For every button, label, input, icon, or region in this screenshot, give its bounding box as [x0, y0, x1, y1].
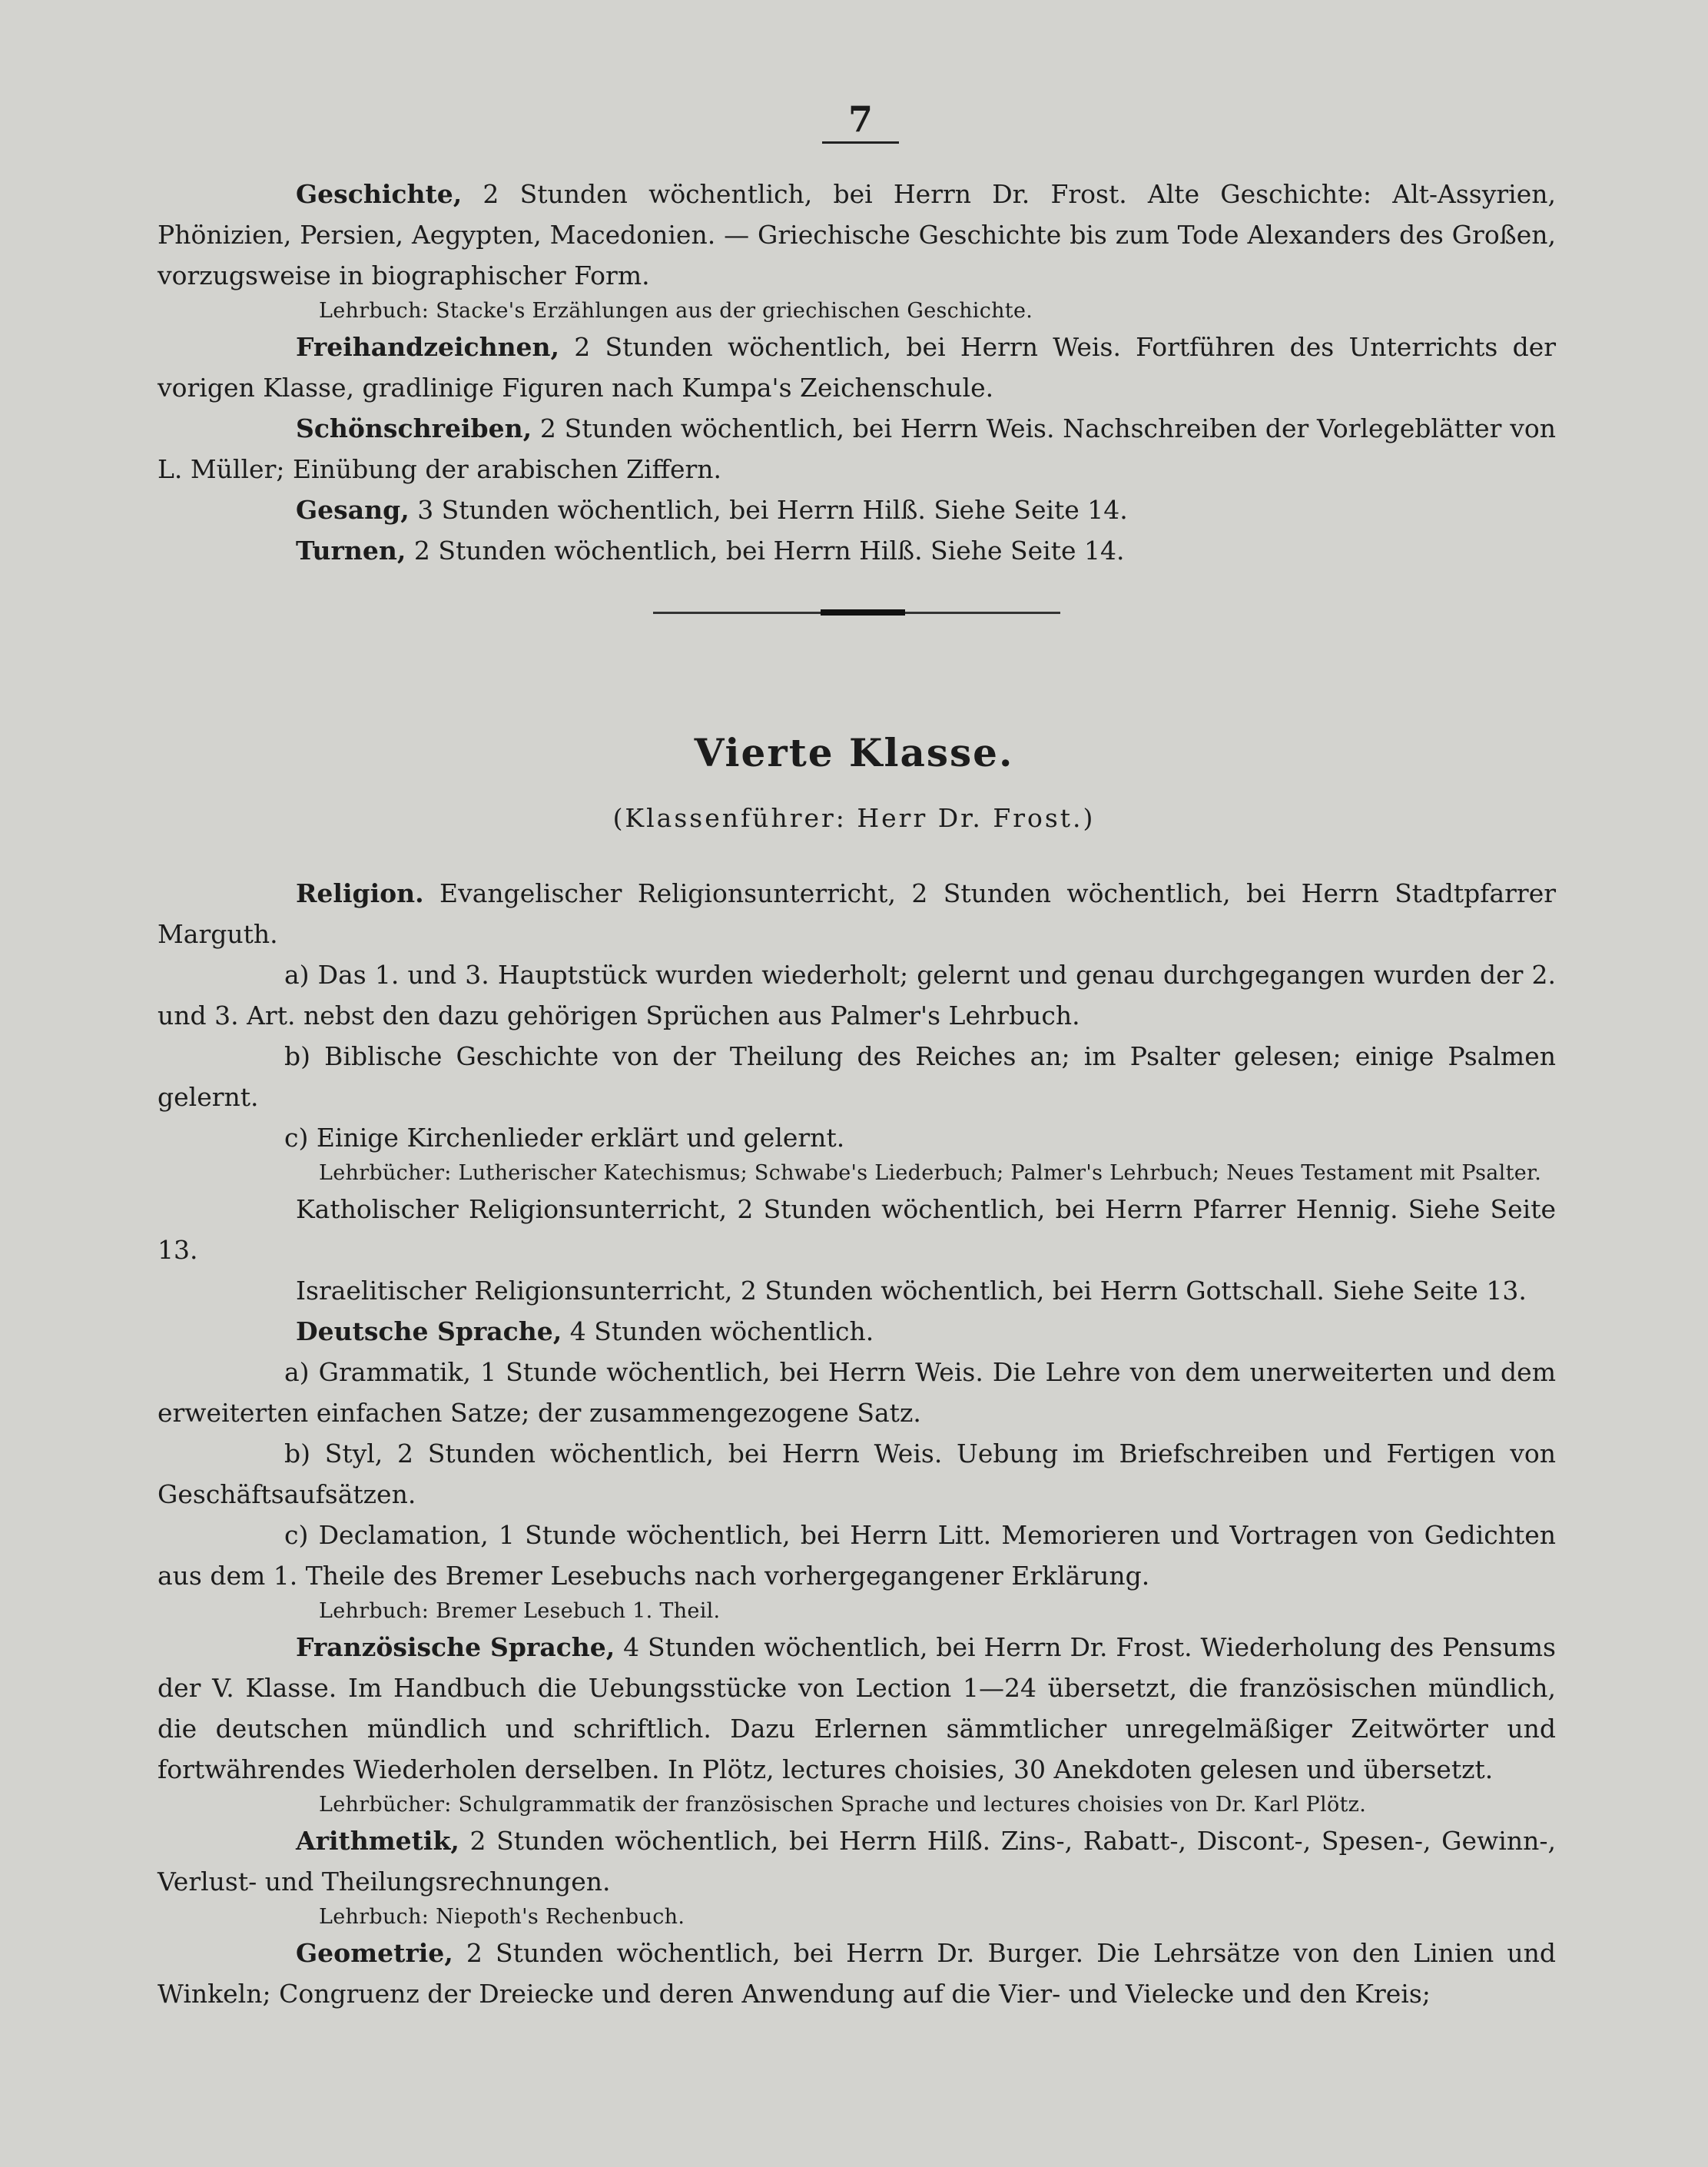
- main-section: [158, 873, 1556, 2014]
- subject-heading: Arithmetik,: [296, 1826, 459, 1856]
- textbook-note: Lehrbuch: Bremer Lesebuch 1. Theil.: [319, 1599, 721, 1623]
- textbook-note: Lehrbuch: Stacke's Erzählungen aus der griechischen Geschichte.: [319, 299, 1033, 323]
- paragraph-israelitisch: Israelitischer Religionsunterricht, 2 Stunden wöchentlich, bei Herrn Gottschall. Siehe Seite 13.: [296, 1276, 1527, 1306]
- textbook-note: Lehrbuch: Niepoth's Rechenbuch.: [319, 1905, 685, 1929]
- paragraph-text: 2 Stunden wöchentlich, bei Herrn Dr. Burger. Die Lehrsätze von den Linien und Winkeln; Congruenz der Dreiecke und deren Anwendung auf die Vier- und Vielecke und den Kreis;: [158, 1938, 1556, 2009]
- subject-heading: Schönschreiben,: [296, 413, 532, 443]
- paragraph-gesang: [158, 489, 1556, 530]
- textbook-note: Lehrbücher: Lutherischer Katechismus; Schwabe's Liederbuch; Palmer's Lehrbuch; Neues Testament mit Psalter.: [319, 1161, 1542, 1185]
- paragraph-religion: [158, 873, 1556, 954]
- paragraph-katholisch: Katholischer Religionsunterricht, 2 Stunden wöchentlich, bei Herrn Pfarrer Hennig. Siehe Seite 13.: [158, 1194, 1556, 1265]
- textbook-note: Lehrbücher: Schulgrammatik der französischen Sprache und lectures choisies von Dr. Karl Plötz.: [319, 1793, 1367, 1817]
- paragraph-text: 2 Stunden wöchentlich, bei Herrn Hilß. Zins-, Rabatt-, Discont-, Spesen-, Gewinn-, Verlust- und Theilungsrechnungen.: [158, 1826, 1556, 1897]
- paragraph-religion-c: c) Einige Kirchenlieder erklärt und gelernt.: [284, 1123, 845, 1153]
- paragraph-text: 2 Stunden wöchentlich, bei Herrn Hilß. Siehe Seite 14.: [406, 536, 1125, 566]
- paragraph-deutsch: [158, 1311, 1556, 1352]
- paragraph-text: 4 Stunden wöchentlich.: [562, 1316, 874, 1346]
- paragraph-religion-a: a) Das 1. und 3. Hauptstück wurden wiederholt; gelernt und genau durchgegangen wurden der 2. und 3. Art. nebst den dazu gehörigen Sprüchen aus Palmer's Lehrbuch.: [158, 960, 1556, 1030]
- subject-heading: Religion.: [296, 878, 424, 908]
- subject-heading: Turnen,: [296, 536, 406, 566]
- page-number: 7: [822, 98, 899, 144]
- paragraph-turnen: [158, 530, 1556, 571]
- subject-heading: Geschichte,: [296, 179, 463, 209]
- paragraph-text: 2 Stunden wöchentlich, bei Herrn Weis. Nachschreiben der Vorlegeblätter von L. Müller; Einübung der arabischen Ziffern.: [158, 413, 1556, 484]
- paragraph-text: 3 Stunden wöchentlich, bei Herrn Hilß. Siehe Seite 14.: [409, 495, 1128, 525]
- paragraph-text: Evangelischer Religionsunterricht, 2 Stunden wöchentlich, bei Herrn Stadtpfarrer Marguth.: [158, 878, 1556, 949]
- paragraph-arithmetik: [158, 1820, 1556, 1902]
- subject-heading: Freihandzeichnen,: [296, 332, 560, 362]
- paragraph-geometrie: [158, 1933, 1556, 2014]
- paragraph-text: 2 Stunden wöchentlich, bei Herrn Dr. Frost. Alte Geschichte: Alt-Assyrien, Phönizien, Persien, Aegypten, Macedonien. — Griechische Geschichte bis zum Tode Alexanders des Großen, vorzugsweise in biographischer Form.: [158, 179, 1556, 290]
- paragraph-geschichte: [158, 174, 1556, 296]
- subject-heading: Deutsche Sprache,: [296, 1316, 562, 1346]
- section-divider: [653, 612, 1060, 614]
- paragraph-deutsch-b: b) Styl, 2 Stunden wöchentlich, bei Herrn Weis. Uebung im Briefschreiben und Fertigen von Geschäftsaufsätzen.: [158, 1439, 1556, 1509]
- paragraph-schoenschreiben: [158, 408, 1556, 489]
- top-section: [158, 174, 1556, 571]
- divider-center-bar: [821, 609, 905, 616]
- subject-heading: Geometrie,: [296, 1938, 453, 1968]
- subject-heading: Gesang,: [296, 495, 410, 525]
- paragraph-franzoesisch: [158, 1627, 1556, 1790]
- section-subtitle: (Klassenführer: Herr Dr. Frost.): [612, 803, 1096, 833]
- paragraph-religion-b: b) Biblische Geschichte von der Theilung des Reiches an; im Psalter gelesen; einige Psalmen gelernt.: [158, 1041, 1556, 1112]
- subject-heading: Französische Sprache,: [296, 1632, 615, 1662]
- paragraph-freihandzeichnen: [158, 327, 1556, 408]
- paragraph-text: 4 Stunden wöchentlich, bei Herrn Dr. Frost. Wiederholung des Pensums der V. Klasse. Im Handbuch die Uebungsstücke von Lection 1—24 übersetzt, die französischen mündlich, die deutschen mündlich und schriftlich. Dazu Erlernen sämmtlicher unregelmäßiger Zeitwörter und fortwährendes Wiederholen derselben. In Plötz, lectures choisies, 30 Anekdoten gelesen und übersetzt.: [158, 1632, 1556, 1784]
- section-title: Vierte Klasse.: [694, 730, 1014, 775]
- paragraph-deutsch-c: c) Declamation, 1 Stunde wöchentlich, bei Herrn Litt. Memorieren und Vortragen von Gedichten aus dem 1. Theile des Bremer Lesebuchs nach vorhergegangener Erklärung.: [158, 1520, 1556, 1591]
- paragraph-text: 2 Stunden wöchentlich, bei Herrn Weis. Fortführen des Unterrichts der vorigen Klasse, gradlinige Figuren nach Kumpa's Zeichenschule.: [158, 332, 1556, 403]
- paragraph-deutsch-a: a) Grammatik, 1 Stunde wöchentlich, bei Herrn Weis. Die Lehre von dem unerweiterten und dem erweiterten einfachen Satze; der zusammengezogene Satz.: [158, 1357, 1556, 1428]
